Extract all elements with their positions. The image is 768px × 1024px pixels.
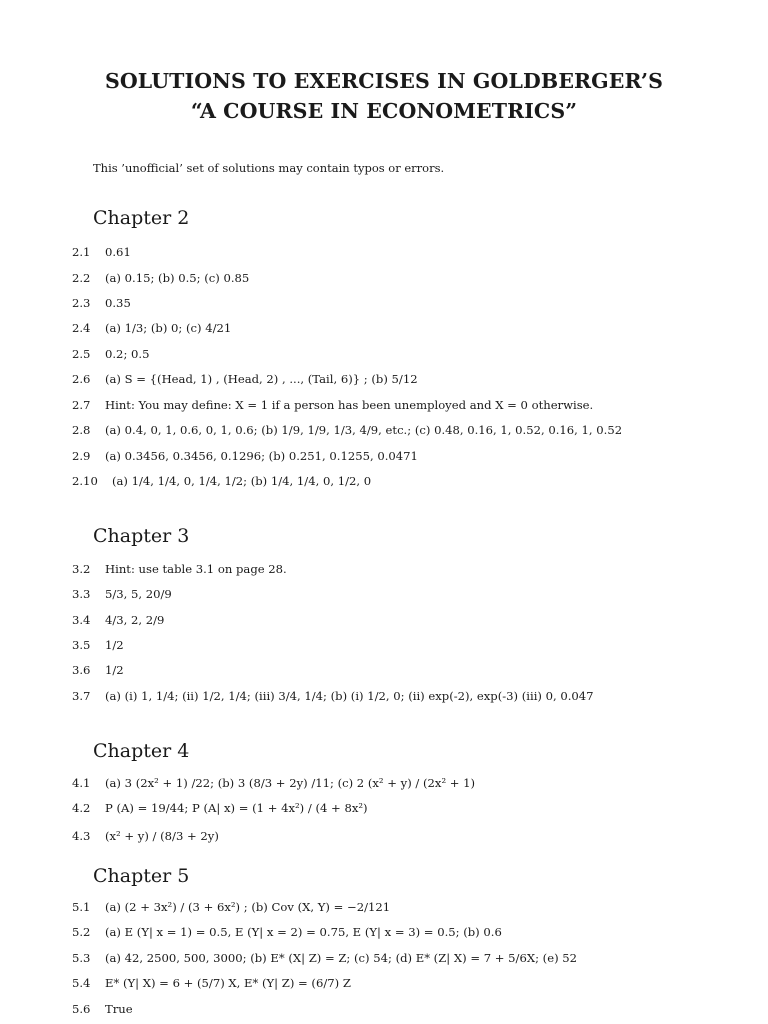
title-line-2: “A COURSE IN ECONOMETRICS”: [190, 99, 578, 123]
exercise-item: [72, 688, 594, 704]
exercise-number: 2.7: [72, 398, 91, 412]
exercise-item: [72, 320, 231, 336]
exercise-number: 2.4: [72, 321, 91, 335]
exercise-number: 3.2: [72, 562, 91, 576]
chapter-heading: Chapter 2: [93, 207, 190, 229]
exercise-number: 2.6: [72, 372, 91, 386]
exercise-item: [72, 800, 368, 816]
exercise-answer: 0.2; 0.5: [105, 347, 150, 361]
exercise-answer: 1/2: [105, 663, 124, 677]
exercise-answer: Hint: You may define: X = 1 if a person has been unemployed and X = 0 otherwise.: [105, 398, 594, 412]
exercise-item: [72, 612, 164, 628]
exercise-number: 3.4: [72, 613, 91, 627]
exercise-item: [72, 924, 502, 940]
exercise-answer: (a) 0.3456, 0.3456, 0.1296; (b) 0.251, 0.1255, 0.0471: [105, 449, 418, 463]
exercise-number: 5.1: [72, 900, 91, 914]
exercise-number: 3.6: [72, 663, 91, 677]
exercise-answer: (a) 0.4, 0, 1, 0.6, 0, 1, 0.6; (b) 1/9, 1/9, 1/3, 4/9, etc.; (c) 0.48, 0.16, 1, 0.52, 0.16, 1, 0.52: [105, 423, 623, 437]
chapter-heading: Chapter 3: [93, 525, 190, 547]
exercise-answer: (a) (i) 1, 1/4; (ii) 1/2, 1/4; (iii) 3/4, 1/4; (b) (i) 1/2, 0; (ii) exp(-2), exp(-3) (iii) 0, 0.047: [105, 689, 594, 703]
exercise-answer: (a) 1/4, 1/4, 0, 1/4, 1/2; (b) 1/4, 1/4, 0, 1/2, 0: [112, 474, 372, 488]
exercise-answer: (a) E (Y| x = 1) = 0.5, E (Y| x = 2) = 0.75, E (Y| x = 3) = 0.5; (b) 0.6: [105, 925, 502, 939]
exercise-item: [72, 950, 577, 966]
exercise-item: [72, 397, 593, 413]
exercise-answer: 1/2: [105, 638, 124, 652]
exercise-number: 5.3: [72, 951, 91, 965]
exercise-number: 3.3: [72, 587, 91, 601]
exercise-item: [72, 346, 149, 362]
exercise-number: 3.5: [72, 638, 91, 652]
exercise-number: 5.4: [72, 976, 91, 990]
exercise-number: 5.6: [72, 1002, 91, 1016]
document-title: [0, 66, 768, 126]
exercise-number: 3.7: [72, 689, 91, 703]
exercise-answer: (a) S = {(Head, 1) , (Head, 2) , ..., (Tail, 6)} ; (b) 5/12: [105, 372, 418, 386]
exercise-number: 2.5: [72, 347, 91, 361]
exercise-item: [72, 244, 131, 260]
exercise-item: [72, 1001, 133, 1017]
exercise-item: [72, 899, 390, 915]
exercise-answer: True: [105, 1002, 133, 1016]
exercise-number: 2.10: [72, 474, 98, 488]
exercise-answer: 0.35: [105, 296, 131, 310]
intro-text: This ’unofficial’ set of solutions may contain typos or errors.: [93, 161, 445, 175]
title-line-1: SOLUTIONS TO EXERCISES IN GOLDBERGER’S: [104, 69, 664, 93]
exercise-answer: (a) 1/3; (b) 0; (c) 4/21: [105, 321, 232, 335]
exercise-item: [72, 828, 219, 844]
exercise-number: 2.8: [72, 423, 91, 437]
exercise-item: [72, 422, 622, 438]
exercise-answer: (x² + y) / (8/3 + 2y): [105, 829, 219, 843]
exercise-answer: 4/3, 2, 2/9: [105, 613, 165, 627]
exercise-number: 2.3: [72, 296, 91, 310]
exercise-item: [72, 295, 131, 311]
exercise-item: [72, 448, 418, 464]
exercise-item: [72, 371, 418, 387]
exercise-number: 5.2: [72, 925, 91, 939]
exercise-number: 2.1: [72, 245, 91, 259]
exercise-answer: E* (Y| X) = 6 + (5/7) X, E* (Y| Z) = (6/7) Z: [105, 976, 351, 990]
exercise-answer: (a) 3 (2x² + 1) /22; (b) 3 (8/3 + 2y) /11; (c) 2 (x² + y) / (2x² + 1): [105, 776, 476, 790]
exercise-answer: (a) 42, 2500, 500, 3000; (b) E* (X| Z) = Z; (c) 54; (d) E* (Z| X) = 7 + 5/6X; (e) 52: [105, 951, 578, 965]
exercise-number: 2.2: [72, 271, 91, 285]
chapter-heading: Chapter 4: [93, 740, 190, 762]
exercise-answer: 5/3, 5, 20/9: [105, 587, 172, 601]
exercise-number: 2.9: [72, 449, 91, 463]
exercise-item: [72, 662, 124, 678]
exercise-item: [72, 586, 172, 602]
exercise-item: [72, 775, 475, 791]
exercise-item: [72, 637, 124, 653]
exercise-answer: P (A) = 19/44; P (A| x) = (1 + 4x²) / (4 + 8x²): [105, 801, 368, 815]
exercise-answer: Hint: use table 3.1 on page 28.: [105, 562, 287, 576]
chapter-heading: Chapter 5: [93, 865, 190, 887]
exercise-item: [72, 473, 371, 489]
exercise-item: [72, 975, 351, 991]
exercise-item: [72, 270, 249, 286]
exercise-number: 4.3: [72, 829, 91, 843]
exercise-answer: (a) 0.15; (b) 0.5; (c) 0.85: [105, 271, 250, 285]
exercise-item: [72, 561, 287, 577]
exercise-number: 4.1: [72, 776, 91, 790]
exercise-number: 4.2: [72, 801, 91, 815]
exercise-answer: (a) (2 + 3x²) / (3 + 6x²) ; (b) Cov (X, Y) = −2/121: [105, 900, 391, 914]
exercise-answer: 0.61: [105, 245, 131, 259]
